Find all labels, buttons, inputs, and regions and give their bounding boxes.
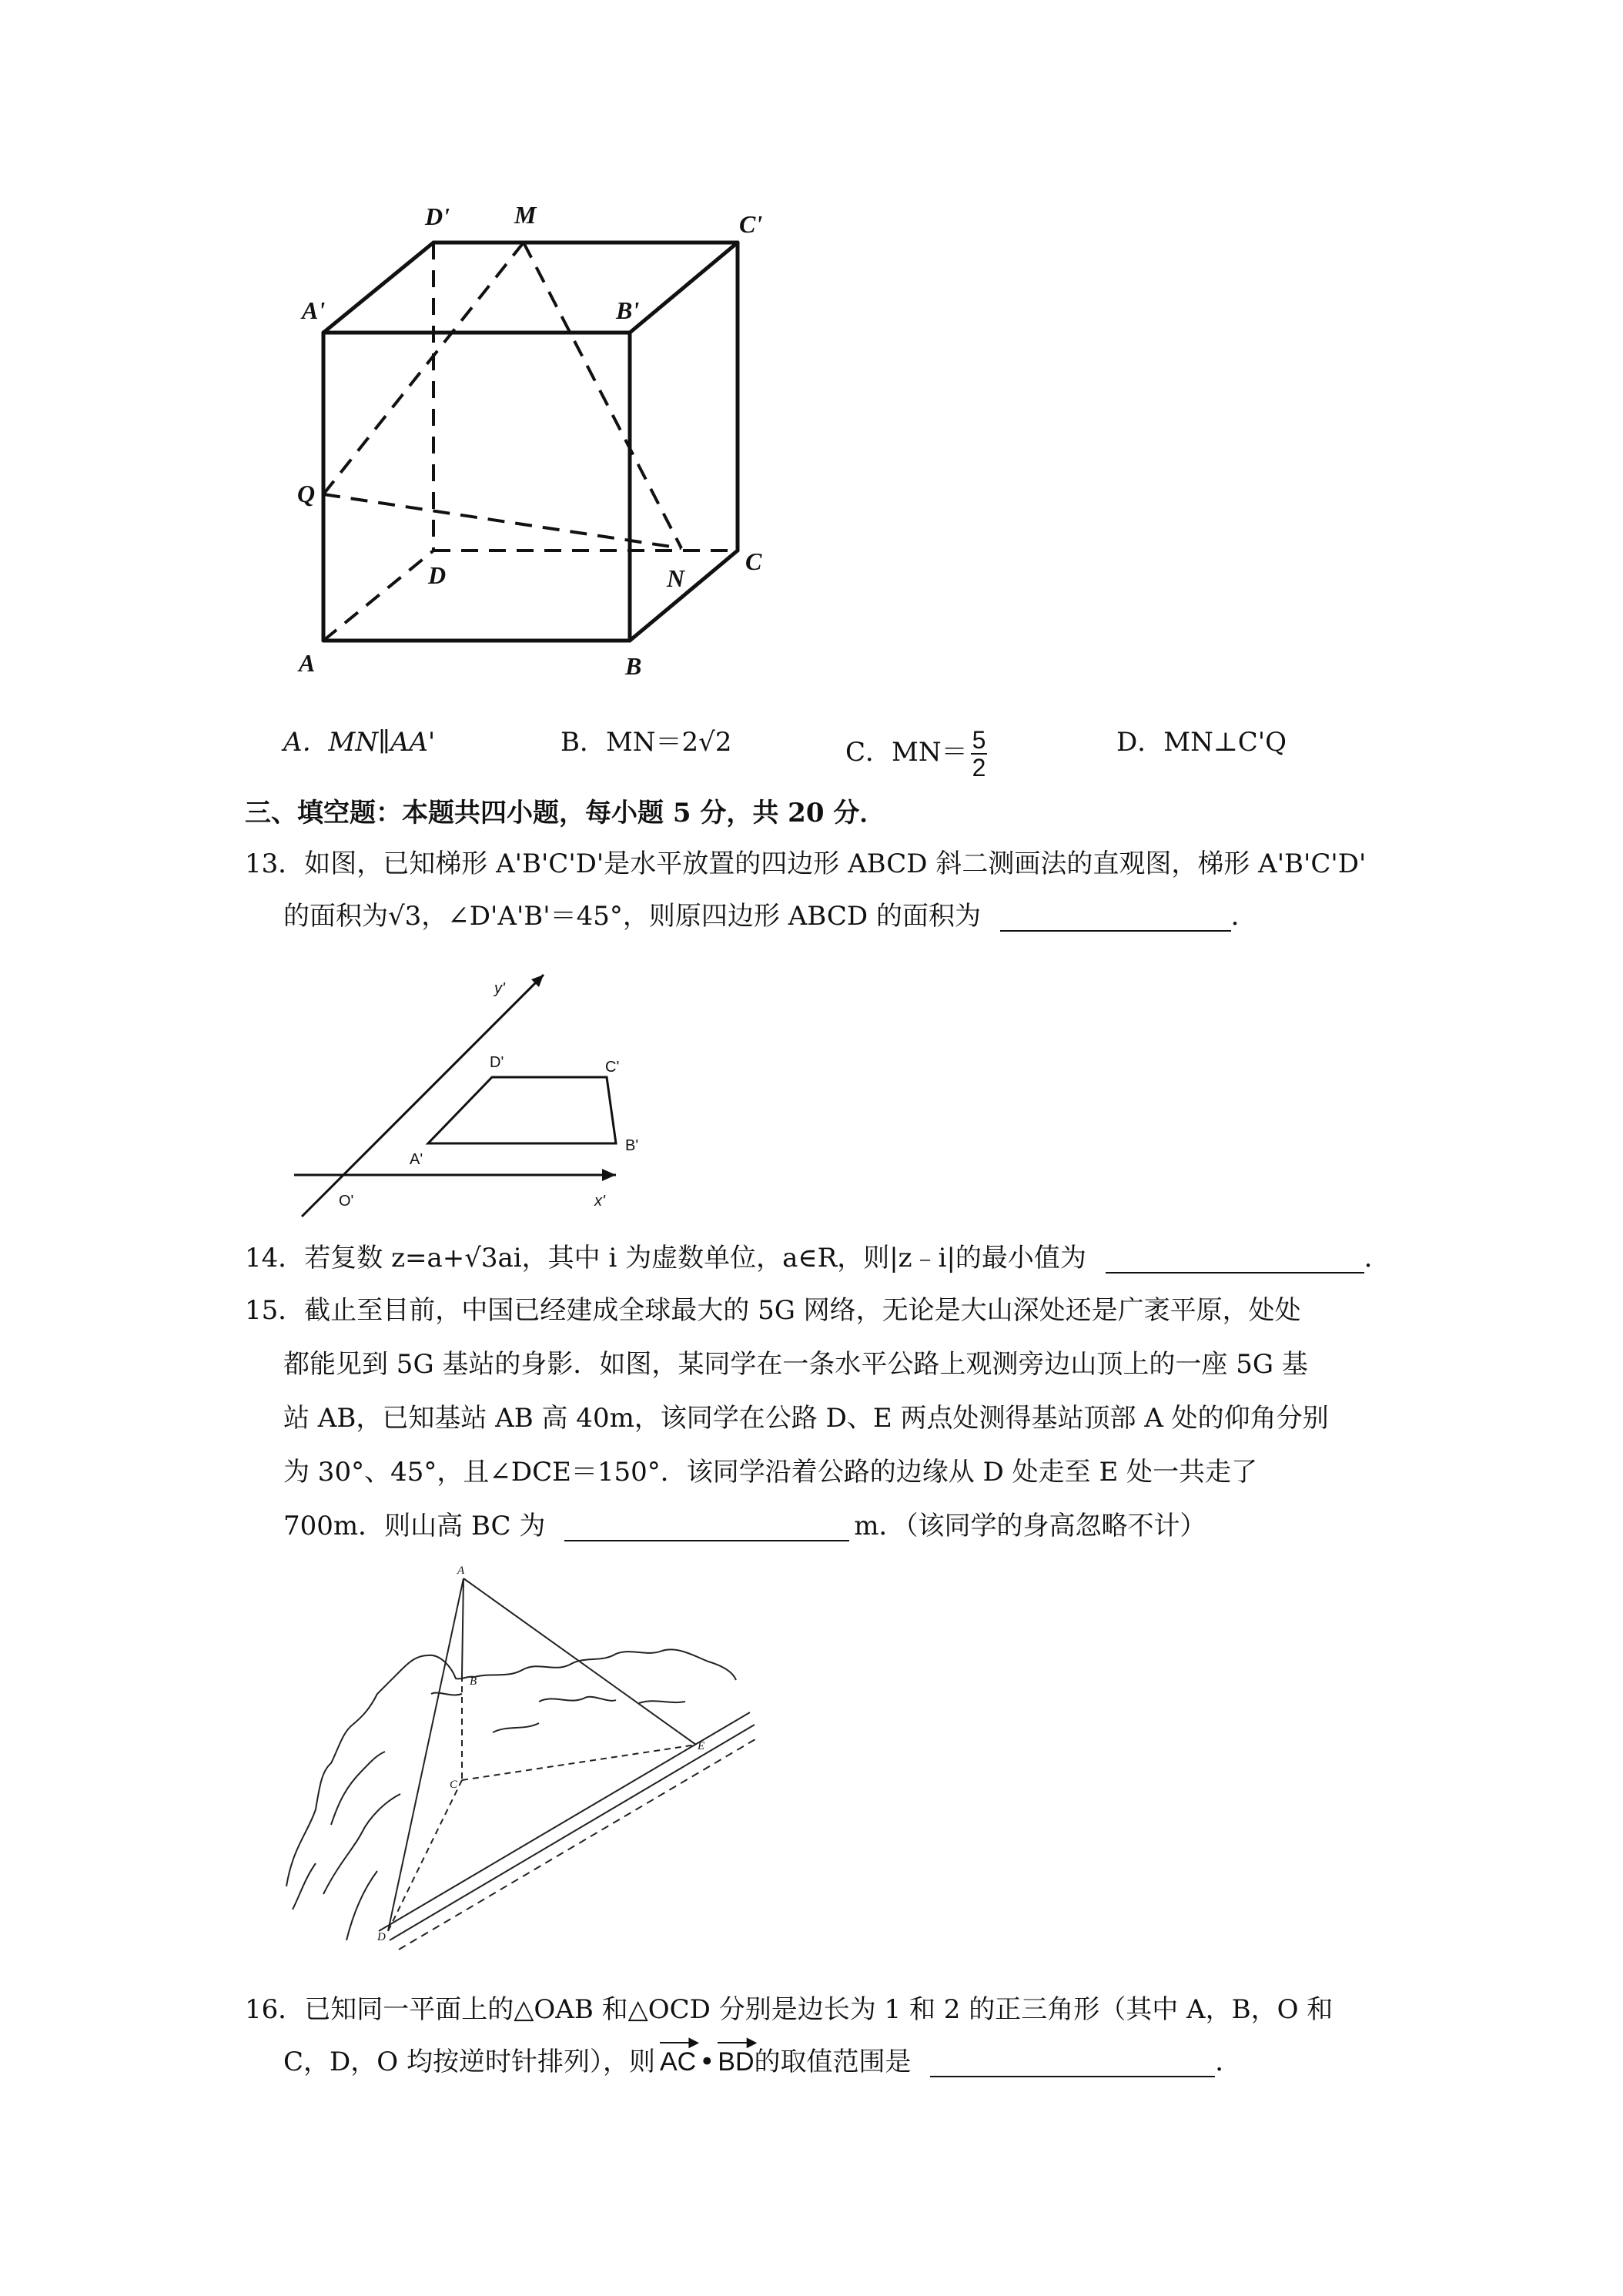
label-d: D (428, 561, 447, 589)
label-b-prime: B' (616, 296, 640, 324)
label-c-15: C (450, 1779, 458, 1791)
dot-operator: • (699, 2047, 715, 2077)
q14-text: 14．若复数 z=a+√3ai，其中 i 为虚数单位，a∈R，则|z﹣i|的最小值为 (245, 1243, 1086, 1274)
label-n: N (667, 564, 685, 592)
q16-line2 (283, 2034, 1242, 2077)
fraction-numerator: 5 (972, 726, 986, 754)
label-a-15: A (457, 1565, 465, 1577)
label-a-prime: A' (302, 296, 326, 324)
label-c-prime-13: C' (605, 1059, 620, 1076)
label-d-15: D (377, 1931, 386, 1943)
q16-end: ． (1215, 2047, 1242, 2077)
q15-text-start: 700m．则山高 BC 为 (283, 1511, 546, 1541)
label-b-15: B (470, 1675, 477, 1688)
arrowhead-icon: ▶ (746, 2034, 758, 2050)
label-d-prime-13: D' (490, 1054, 504, 1071)
q15-line4: 为 30°、45°，且∠DCE＝150°．该同学沿着公路的边缘从 D 处走至 E 处一共走了 (283, 1457, 1258, 1488)
label-b-prime-13: B' (625, 1137, 639, 1154)
label-a-prime-13: A' (410, 1151, 423, 1168)
q16-text-start: C，D，O 均按逆时针排列），则 (283, 2047, 655, 2077)
option-a: A．MN∥AA' (283, 727, 436, 758)
q13-end: ． (1230, 901, 1257, 932)
label-o-prime: O' (339, 1193, 354, 1210)
q16-line1: 16．已知同一平面上的△OAB 和△OCD 分别是边长为 1 和 2 的正三角形（其中 A，B，O 和 (245, 1994, 1334, 2025)
q14-end: ． (1364, 1243, 1390, 1274)
label-y-prime: y' (494, 980, 505, 997)
label-q: Q (297, 480, 316, 507)
label-c-prime: C' (739, 210, 763, 238)
fraction-denominator: 2 (972, 754, 986, 782)
q13-text: 的面积为√3，∠D'A'B'＝45°，则原四边形 ABCD 的面积为 (283, 901, 981, 932)
answer-blank-16[interactable] (930, 2051, 1215, 2077)
vector-bd: ▶ BD (718, 2034, 758, 2077)
label-e-15: E (698, 1740, 705, 1752)
option-b: B．MN＝2√2 (561, 727, 732, 758)
q16-text-mid: 的取值范围是 (754, 2047, 912, 2077)
q15-line3: 站 AB，已知基站 AB 高 40m，该同学在公路 D、E 两点处测得基站顶部 A 处的仰角分别 (283, 1403, 1329, 1434)
option-c-prefix: C．MN＝ (845, 737, 968, 768)
vector-ac: ▶ AC (659, 2034, 700, 2077)
label-m: M (514, 201, 537, 229)
q15-text-end: m．（该同学的身高忽略不计） (854, 1511, 1206, 1541)
label-c: C (745, 547, 762, 575)
q15-line1: 15．截止至目前，中国已经建成全球最大的 5G 网络，无论是大山深处还是广袤平原，处处 (245, 1295, 1301, 1326)
q15-line2: 都能见到 5G 基站的身影．如图，某同学在一条水平公路上观测旁边山顶上的一座 5G 基 (283, 1349, 1308, 1380)
label-x-prime: x' (594, 1193, 605, 1210)
label-a: A (299, 649, 316, 677)
section-heading: 三、填空题：本题共四小题，每小题 5 分，共 20 分． (245, 798, 886, 828)
option-d: D．MN⊥C'Q (1116, 727, 1287, 758)
arrowhead-icon: ▶ (688, 2034, 700, 2050)
label-d-prime: D' (425, 202, 450, 230)
q13-line1: 13．如图，已知梯形 A'B'C'D'是水平放置的四边形 ABCD 斜二测画法的直观图，梯形 A'B'C'D' (245, 848, 1367, 879)
label-b: B (625, 652, 642, 680)
